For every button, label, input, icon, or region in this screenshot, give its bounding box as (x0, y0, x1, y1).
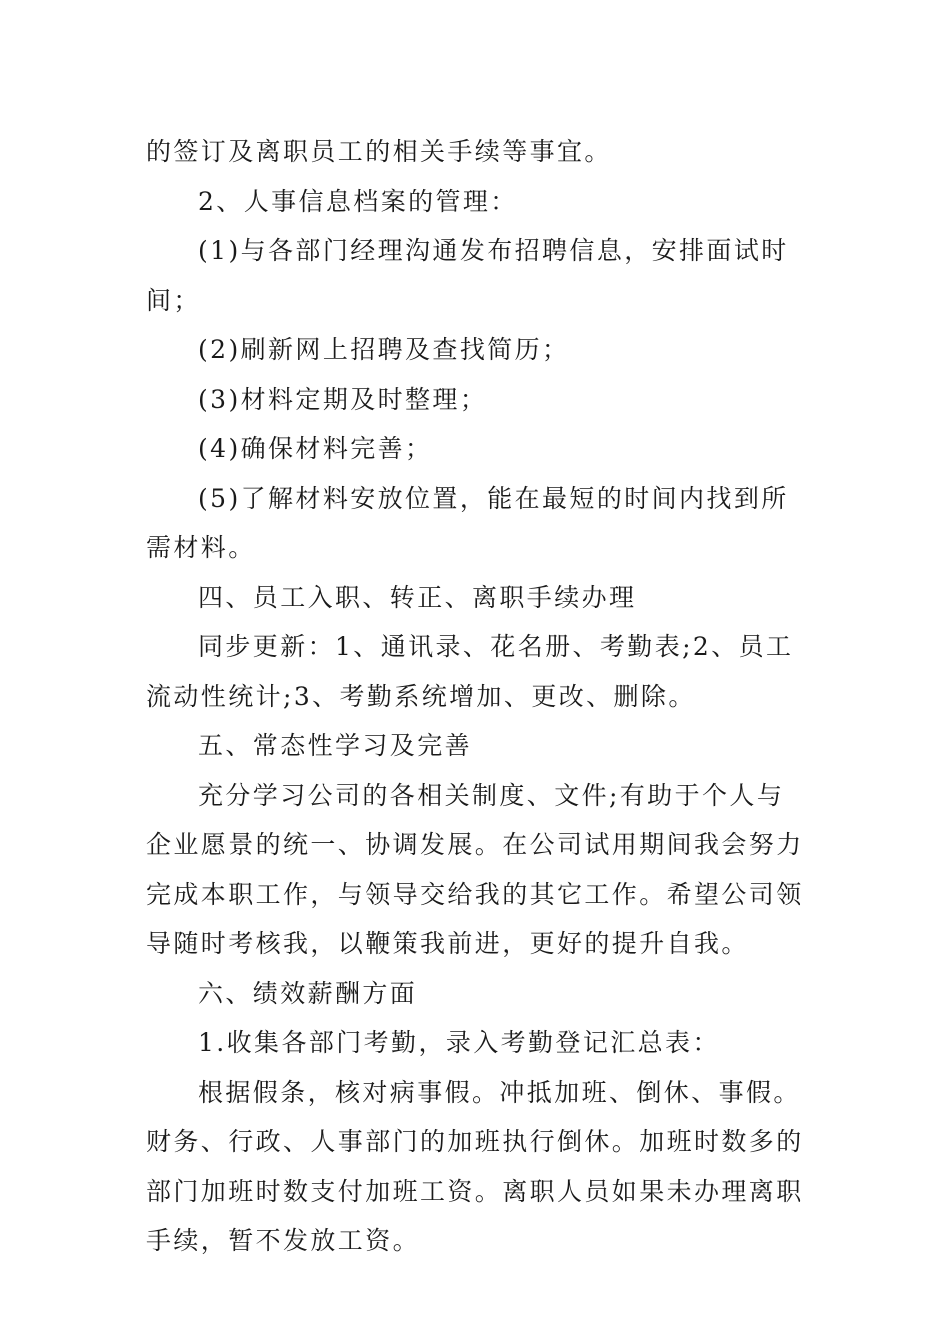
list-item-3: (3)材料定期及时整理； (198, 384, 488, 414)
list-item-1: (1)与各部门经理沟通发布招聘信息，安排面试时间； (146, 236, 789, 315)
section-heading-learning: 五、常态性学习及完善 (198, 731, 473, 760)
paragraph-sync-update: 同步更新：1、通讯录、花名册、考勤表;2、员工流动性统计;3、考勤系统增加、更改、删除。 (146, 632, 794, 711)
paragraph-continuation: 的签订及离职员工的相关手续等事宜。 (146, 137, 612, 166)
document-body (146, 127, 806, 1266)
paragraph-leave-rules: 根据假条，核对病事假。冲抵加班、倒休、事假。财务、行政、人事部门的加班执行倒休。加班时数多的部门加班时数支付加班工资。离职人员如果未办理离职手续，暂不发放工资。 (146, 1077, 804, 1255)
section-heading-compensation: 六、绩效薪酬方面 (198, 978, 418, 1008)
paragraph-learning: 充分学习公司的各相关制度、文件;有助于个人与企业愿景的统一、协调发展。在公司试用期间我会努力完成本职工作，与领导交给我的其它工作。希望公司领导随时考核我，以鞭策我前进，更好的提升自我。 (146, 780, 804, 958)
list-item-2: (2)刷新网上招聘及查找简历； (198, 335, 570, 364)
list-item-5: (5)了解材料安放位置，能在最短的时间内找到所需材料。 (146, 483, 789, 562)
section-heading-onboarding: 四、员工入职、转正、离职手续办理 (198, 582, 637, 612)
list-item-attendance: 1.收集各部门考勤，录入考勤登记汇总表： (198, 1028, 720, 1057)
list-item-4: (4)确保材料完善； (198, 434, 433, 463)
section-heading-personnel-archive: 2、人事信息档案的管理： (198, 186, 518, 216)
